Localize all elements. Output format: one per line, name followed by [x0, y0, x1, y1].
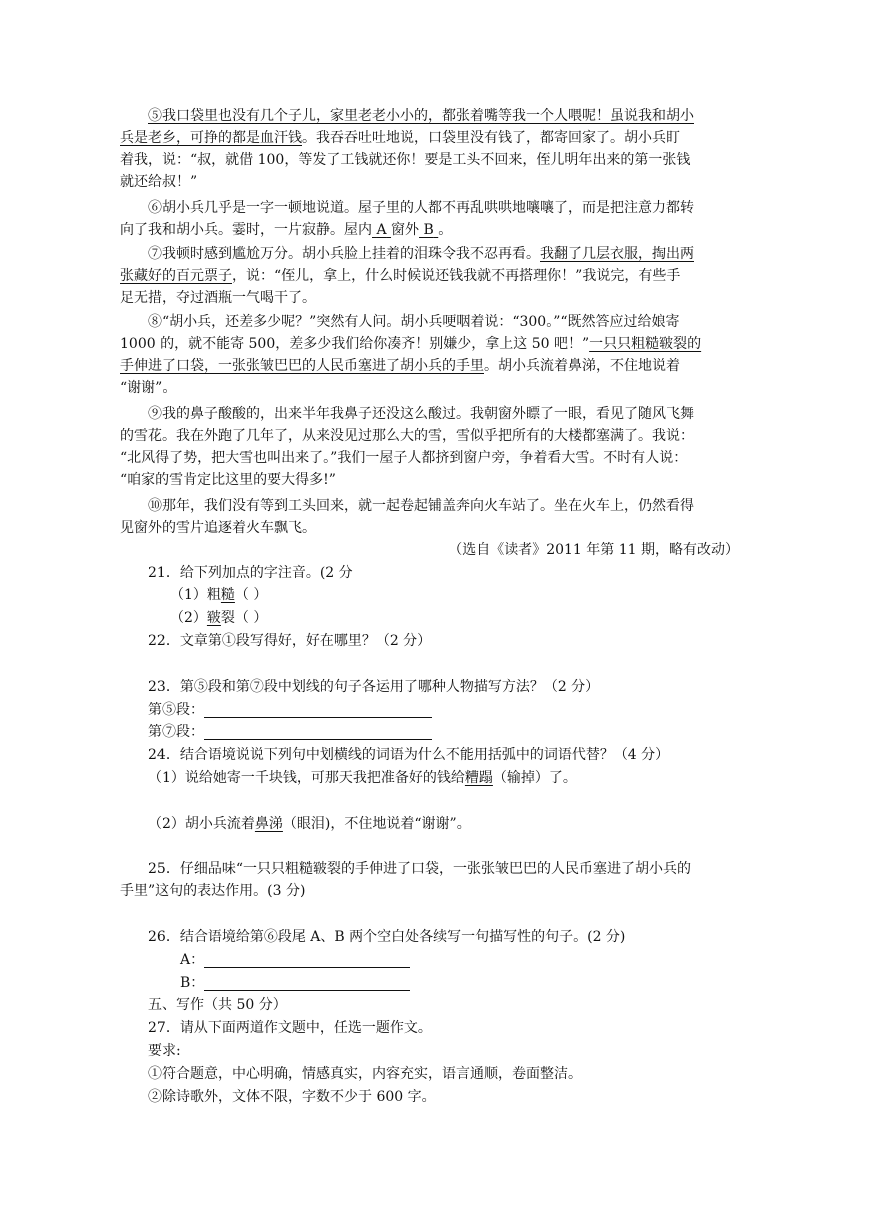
q23-answer-5: 第⑤段： — [148, 700, 432, 720]
requirements-label: 要求: — [148, 1043, 181, 1059]
q23-stem: 23．第⑤段和第⑦段中划线的句子各运用了哪种人物描写方法？（2 分） — [148, 679, 600, 695]
q24-item-2: （2）胡小兵流着鼻涕（眼泪)，不住地说着“谢谢”。 — [148, 816, 471, 832]
requirement-2: ②除诗歌外，文体不限，字数不少于 600 字。 — [148, 1089, 436, 1105]
q21-stem: 21．给下列加点的字注音。(2 分 — [148, 565, 353, 581]
p5-line-4: 就还给叔！” — [120, 174, 198, 190]
p9-line-3: “北风得了势，把大雪也叫出来了。”我们一屋子人都挤到窗户旁，争着看大雪。不时有人说： — [120, 450, 688, 466]
p9-line-2: 的雪花。我在外跑了几年了，从来没见过那么大的雪，雪似乎把所有的大楼都塞满了。我说： — [120, 428, 694, 444]
p8-line-1: ⑧“胡小兵，还差多少呢？”突然有人问。胡小兵哽咽着说：“300。”“既然答应过给娘寄 — [148, 314, 680, 330]
p7-underlined-sentence-cont: 张藏好的百元票子 — [120, 268, 232, 284]
q23-answer-7: 第⑦段： — [148, 722, 432, 742]
p5-line-2: 兵是老乡，可挣的都是血汗钱。我吞吞吐吐地说，口袋里没有钱了，都寄回家了。胡小兵盯 — [120, 130, 680, 146]
blank-A: A — [376, 222, 387, 238]
q24-underlined-word-2: 鼻涕 — [254, 816, 283, 832]
p7-line-3: 足无措，夺过酒瓶一气喝干了。 — [120, 290, 316, 306]
p7-underlined-sentence: 我翻了几层衣服，掏出两 — [540, 246, 694, 262]
p9-line-1: ⑨我的鼻子酸酸的，出来半年我鼻子还没这么酸过。我朝窗外瞟了一眼，看见了随风飞舞 — [148, 406, 694, 422]
p5-underlined-sentence: ⑤我口袋里也没有几个子儿，家里老老小小的，都张着嘴等我一个人喂呢！虽说我和胡小 — [148, 108, 694, 124]
answer-blank[interactable] — [204, 703, 432, 718]
source-citation: （选自《读者》2011 年第 11 期，略有改动） — [448, 542, 739, 558]
q26-stem: 26．结合语境给第⑥段尾 A、B 两个空白处各续写一句描写性的句子。(2 分) — [148, 929, 626, 945]
section-5-title: 五、写作（共 50 分） — [148, 997, 287, 1013]
p8-line-2: 1000 的，就不能寄 500，差多少我们给你凑齐！别嫌少，拿上这 50 吧！”一只只粗糙皲裂的 — [120, 336, 702, 352]
answer-blank[interactable] — [204, 725, 432, 740]
p8-line-3: 手伸进了口袋，一张张皱巴巴的人民币塞进了胡小兵的手里。胡小兵流着鼻涕，不住地说着 — [120, 358, 680, 374]
q27-stem: 27．请从下面两道作文题中，任选一题作文。 — [148, 1020, 432, 1036]
p6-line-1: ⑥胡小兵几乎是一字一顿地说道。屋子里的人都不再乱哄哄地嚷嚷了，而是把注意力都转 — [148, 200, 694, 216]
dotted-char-2: 皲 — [206, 610, 221, 626]
requirement-1: ①符合题意，中心明确，情感真实，内容充实，语言通顺，卷面整洁。 — [148, 1066, 582, 1082]
dotted-char-1: 糙 — [220, 587, 235, 603]
q24-item-1: （1）说给她寄一千块钱，可那天我把准备好的钱给糟蹋（输掉）了。 — [148, 770, 577, 786]
p7-line-1: ⑦我顿时感到尴尬万分。胡小兵脸上挂着的泪珠令我不忍再看。我翻了几层衣服，掏出两 — [148, 246, 694, 262]
q21-item-2: （2）皲裂（ ） — [170, 610, 268, 626]
p9-line-4: “咱家的雪肯定比这里的要大得多!” — [120, 472, 336, 488]
p7-line-2: 张藏好的百元票子，说：“侄儿，拿上，什么时候说还钱我就不再搭理你！”我说完，有些手 — [120, 268, 681, 284]
p5-line-1 — [148, 106, 694, 126]
p8-underlined-sentence: 一只只粗糙皲裂的 — [589, 336, 702, 352]
q22-stem: 22．文章第①段写得好，好在哪里？（2 分） — [148, 633, 432, 649]
blank-B: B — [423, 222, 434, 238]
q25-line-1: 25．仔细品味“一只只粗糙皲裂的手伸进了口袋，一张张皱巴巴的人民币塞进了胡小兵的 — [148, 861, 691, 877]
p10-line-2: 见窗外的雪片追逐着火车飘飞。 — [120, 520, 316, 536]
p5-line-3: 着我，说：“叔，就借 100，等发了工钱就还你！要是工头不回来，侄儿明年出来的第一张钱 — [120, 152, 691, 168]
p10-line-1: ⑩那年，我们没有等到工头回来，就一起卷起铺盖奔向火车站了。坐在火车上，仍然看得 — [148, 498, 694, 514]
p8-underlined-sentence-cont: 手伸进了口袋，一张张皱巴巴的人民币塞进了胡小兵的手里 — [120, 358, 484, 374]
p6-line-2: 向了我和胡小兵。霎时，一片寂静。屋内 A 窗外 B 。 — [120, 222, 453, 238]
q26-answer-b: B： — [180, 973, 410, 993]
q21-item-1: （1）粗糙（ ） — [170, 587, 268, 603]
q25-line-2: 手里”这句的表达作用。(3 分) — [120, 883, 306, 899]
q24-underlined-word-1: 糟蹋 — [464, 770, 493, 786]
q24-stem: 24．结合语境说说下列句中划横线的词语为什么不能用括弧中的词语代替？（4 分） — [148, 747, 670, 763]
answer-blank[interactable] — [204, 953, 410, 968]
answer-blank[interactable] — [204, 976, 410, 991]
q26-answer-a: A： — [180, 950, 410, 970]
p8-line-4: “谢谢”。 — [120, 380, 177, 396]
p5-underlined-sentence-cont: 兵是老乡，可挣的都是血汗钱 — [120, 130, 302, 146]
